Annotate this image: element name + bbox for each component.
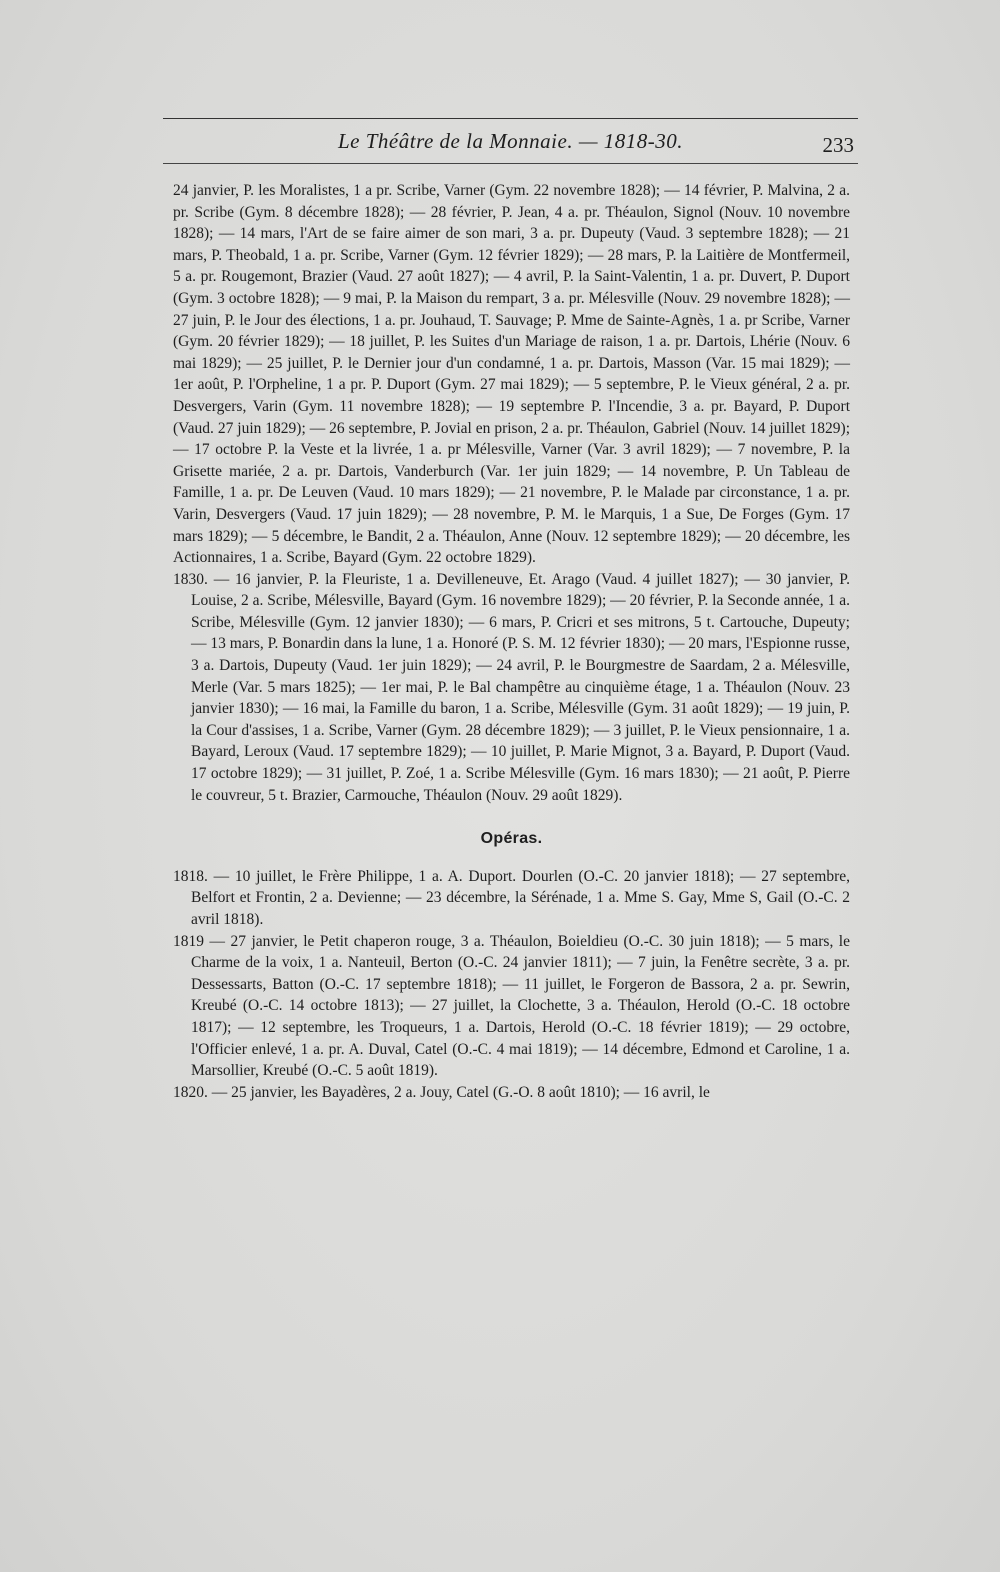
paragraph-operas-1820: 1820. — 25 janvier, les Bayadères, 2 a. Jouy, Catel (G.-O. 8 août 1810); — 16 avril, le [173, 1083, 710, 1101]
running-head [163, 125, 858, 161]
page-body [173, 180, 850, 1103]
header-rule-top [163, 118, 858, 119]
running-header [163, 118, 858, 164]
page-number: 233 [822, 133, 854, 157]
running-title: Le Théâtre de la Monnaie. — 1818-30. [337, 129, 684, 153]
paragraph-1829-continued: 24 janvier, P. les Moralistes, 1 a pr. Scribe, Varner (Gym. 22 novembre 1828); — 14 février, P. Malvina, 2 a. pr. Scribe (Gym. 8 décembre 1828); — 28 février, P. Jean, 4 a. pr. Théaulon, Signol (Nouv. 10 novembre 1828); — 14 mars, l'Art de se faire aimer de son mari, 3 a. pr. Dupeuty (Vaud. 3 septembre 1828); — 21 mars, P. Theobald, 1 a. pr. Scribe, Varner (Gym. 12 février 1829); — 28 mars, P. la Laitière de Montfermeil, 5 a. pr. Rougemont, Brazier (Vaud. 27 août 1827); — 4 avril, P. la Saint-Valentin, 1 a. pr. Duvert, P. Duport (Gym. 3 octobre 1828); — 9 mai, P. la Maison du rempart, 3 a. pr. Mélesville (Nouv. 29 novembre 1828); — 27 juin, P. le Jour des élections, 1 a. pr. Jouhaud, T. Sauvage; P. Mme de Sainte-Agnès, 1 a. pr Scribe, Varner (Gym. 20 février 1829); — 18 juillet, P. les Suites d'un Mariage de raison, 1 a. pr. Dartois, Lhérie (Nouv. 6 mai 1829); — 25 juillet, P. le Dernier jour d'un condamné, 1 a. pr. Dartois, Masson (Var. 15 mai 1829); — 1er août, P. l'Orpheline, 1 a pr. P. Duport (Gym. 27 mai 1829); — 5 septembre, P. le Vieux général, 2 a. pr. Desvergers, Varin (Gym. 11 novembre 1828); — 19 septembre P. l'Incendie, 3 a. pr. Bayard, P. Duport (Vaud. 27 juin 1829); — 26 septembre, P. Jovial en prison, 2 a. pr. Théaulon, Gabriel (Nouv. 14 juillet 1829); — 17 octobre P. la Veste et la livrée, 1 a. pr Mélesville, Varner (Var. 3 avril 1829); — 7 novembre, P. la Grisette mariée, 2 a. pr. Dartois, Vanderburch (Var. 1er juin 1829; — 14 novembre, P. Un Tableau de Famille, 1 a. pr. De Leuven (Vaud. 10 mars 1829); — 21 novembre, P. le Malade par circonstance, 1 a. pr. Varin, Desvergers (Vaud. 17 juin 1829); — 28 novembre, P. M. le Marquis, 1 a Sue, De Forges (Gym. 17 mars 1829); — 5 décembre, le Bandit, 2 a. Théaulon, Anne (Nouv. 12 septembre 1829); — 20 décembre, les Actionnaires, 1 a. Scribe, Bayard (Gym. 22 octobre 1829). [173, 182, 850, 567]
paragraph-operas-1818: 1818. — 10 juillet, le Frère Philippe, 1 a. A. Duport. Dourlen (O.-C. 20 janvier 1818); — 27 septembre, Belfort et Frontin, 2 a. Devienne; — 23 décembre, la Sérénade, 1 a. Mme S. Gay, Mme S, Gail (O.-C. 2 avril 1818). [173, 867, 850, 928]
paragraph-operas-1819: 1819 — 27 janvier, le Petit chaperon rouge, 3 a. Théaulon, Boieldieu (O.-C. 30 juin 1818); — 5 mars, le Charme de la voix, 1 a. Nanteuil, Berton (O.-C. 24 janvier 1811); — 7 juin, la Fenêtre secrète, 3 a. pr. Dessessarts, Batton (O.-C. 17 septembre 1818); — 11 juillet, le Forgeron de Bassora, 2 a. pr. Sewrin, Kreubé (O.-C. 14 octobre 1813); — 27 juillet, la Clochette, 3 a. Théaulon, Herold (O.-C. 18 octobre 1817); — 12 septembre, les Troqueurs, 1 a. Dartois, Herold (O.-C. 18 février 1819); — 29 octobre, l'Officier enlevé, 1 a. pr. A. Duval, Catel (O.-C. 4 mai 1819); — 14 décembre, Edmond et Caroline, 1 a. Marsollier, Kreubé (O.-C. 5 août 1819). [173, 932, 850, 1080]
paragraph-1830: 1830. — 16 janvier, P. la Fleuriste, 1 a. Devilleneuve, Et. Arago (Vaud. 4 juillet 1827); — 30 janvier, P. Louise, 2 a. Scribe, Mélesville, Bayard (Gym. 16 novembre 1829); — 20 février, P. la Seconde année, 1 a. Scribe, Mélesville (Gym. 12 janvier 1830); — 6 mars, P. Cricri et ses mitrons, 5 t. Cartouche, Dupeuty; — 13 mars, P. Bonardin dans la lune, 1 a. Honoré (P. S. M. 12 février 1830); — 20 mars, l'Espionne russe, 3 a. Dartois, Dupeuty (Vaud. 1er juin 1829); — 24 avril, P. le Bourgmestre de Saardam, 2 a. Mélesville, Merle (Var. 5 mars 1825); — 1er mai, P. le Bal champêtre au cinquième étage, 1 a. Théaulon (Nouv. 23 janvier 1830); — 16 mai, la Famille du baron, 1 a. Scribe, Mélesville (Gym. 31 août 1829); — 19 juin, P. la Cour d'assises, 1 a. Scribe, Varner (Gym. 28 décembre 1829); — 3 juillet, P. le Vieux pensionnaire, 1 a. Bayard, Leroux (Vaud. 17 septembre 1829); — 10 juillet, P. Marie Mignot, 3 a. Bayard, P. Duport (Vaud. 17 octobre 1829); — 31 juillet, P. Zoé, 1 a. Scribe Mélesville (Gym. 16 mars 1830); — 21 août, P. Pierre le couvreur, 5 t. Brazier, Carmouche, Théaulon (Nouv. 29 août 1829). [173, 570, 850, 804]
header-rule-bottom [163, 163, 858, 164]
section-heading-operas: Opéras. [480, 830, 543, 848]
